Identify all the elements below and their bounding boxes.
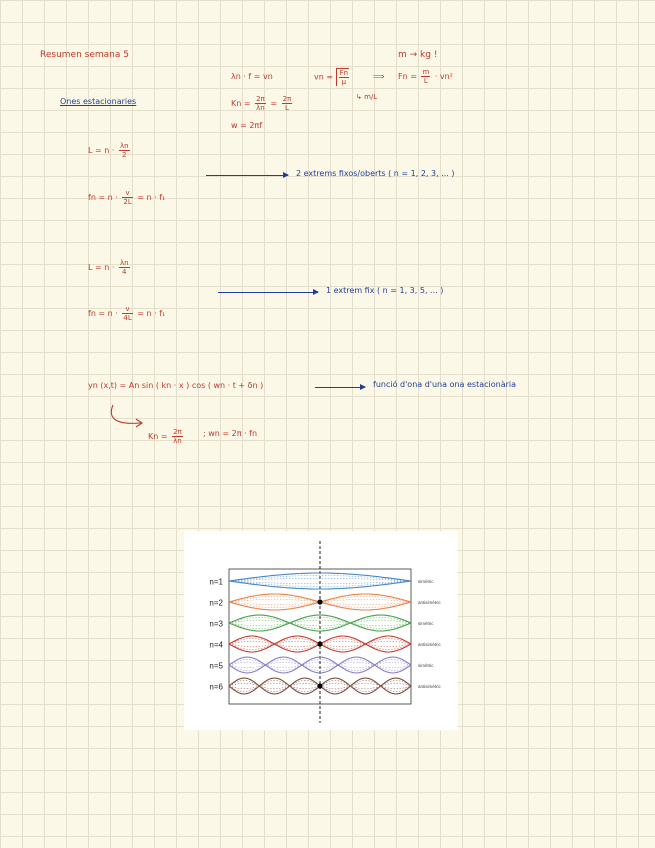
eq-vn-lhs: vn =	[314, 72, 334, 82]
sqrt-sign	[336, 68, 349, 86]
L2-den: 4	[122, 268, 127, 276]
eq-omega: w = 2πf	[231, 121, 263, 130]
kn-lhs: Kn =	[148, 432, 168, 441]
eq-kn-eq: =	[270, 99, 278, 108]
standing-waves-figure	[184, 531, 458, 730]
eq-lambda-f: λn · f = vn	[231, 72, 273, 81]
mode-label: n=5	[209, 661, 223, 671]
symmetry-label: antisimètric	[418, 684, 441, 689]
eq-kn-den1: λn	[256, 104, 265, 112]
mode-label: n=4	[209, 640, 223, 650]
f1-tail: = n · f₁	[137, 193, 166, 202]
eq-Fn-num: m	[422, 68, 430, 76]
eq-Fn-den: L	[423, 77, 428, 85]
arrow-1	[206, 175, 288, 176]
eq-kn-num1: 2π	[256, 95, 265, 103]
implies-arrow: ⟹	[373, 72, 385, 81]
eq-Fn-tail: · vn²	[434, 72, 453, 81]
symmetry-label: simètric	[418, 579, 434, 584]
f1-den: 2L	[123, 198, 132, 206]
f2-tail: = n · f₁	[137, 309, 166, 318]
eq-vn-num: Fn	[339, 69, 349, 77]
eq-f-one-end	[88, 305, 165, 322]
L2-num: λn	[119, 259, 129, 267]
mode-label: n=1	[209, 577, 223, 587]
page-title: Resumen semana 5	[40, 50, 129, 60]
eq-vn	[314, 68, 349, 86]
f2-num: v	[122, 305, 132, 314]
unit-note: m → kg !	[398, 50, 438, 60]
eq-Fn-lhs: Fn =	[398, 72, 417, 81]
kn-den: λn	[173, 437, 182, 445]
mode-label: n=3	[209, 619, 223, 629]
eq-kn-lhs: Kn =	[231, 99, 251, 108]
eq-kn	[231, 95, 294, 112]
section-title: Ones estacionaries	[60, 97, 137, 106]
node-dot	[317, 683, 322, 688]
standing-waves-svg	[184, 531, 458, 730]
f2-lhs: fn = n ·	[88, 309, 118, 318]
f2-den: 4L	[123, 314, 132, 322]
node-dot	[317, 641, 322, 646]
mode-label: n=6	[209, 682, 223, 692]
f1-num: v	[122, 189, 132, 198]
eq-L-both-ends	[88, 142, 132, 159]
L1-lhs: L = n ·	[88, 146, 115, 155]
wave-eq-note: funció d'ona d'una ona estacionària	[373, 380, 517, 389]
symmetry-label: antisimètric	[418, 600, 441, 605]
kn-num: 2π	[173, 428, 182, 436]
eq-kn-den2: L	[284, 104, 289, 112]
arrow-3	[315, 387, 365, 388]
eq-Fn	[398, 68, 453, 85]
both-ends-note: 2 extrems fixos/oberts ( n = 1, 2, 3, ... )	[296, 169, 455, 178]
eq-vn-den: μ	[341, 78, 347, 86]
eq-L-one-end	[88, 259, 132, 276]
eq-f-both-ends	[88, 189, 165, 206]
curved-arrow-icon	[105, 403, 147, 429]
arrow-2	[218, 292, 318, 293]
f1-lhs: fn = n ·	[88, 193, 118, 202]
one-end-note: 1 extrem fix ( n = 1, 3, 5, ... )	[326, 286, 444, 295]
wn-def: ; wn = 2π · fn	[203, 429, 258, 438]
mode-label: n=2	[209, 598, 223, 608]
symmetry-label: simètric	[418, 621, 434, 626]
L2-lhs: L = n ·	[88, 263, 115, 272]
symmetry-label: antisimètric	[418, 642, 441, 647]
symmetry-label: simètric	[418, 663, 434, 668]
L1-num: λn	[119, 142, 129, 150]
wave-equation: yn (x,t) = An sin ( kn · x ) cos ( wn · t + δn )	[88, 381, 264, 390]
mu-note: ↳ m/L	[356, 93, 378, 101]
kn-def	[148, 428, 185, 445]
L1-den: 2	[122, 151, 127, 159]
eq-kn-num2: 2π	[282, 95, 292, 103]
node-dot	[317, 599, 322, 604]
